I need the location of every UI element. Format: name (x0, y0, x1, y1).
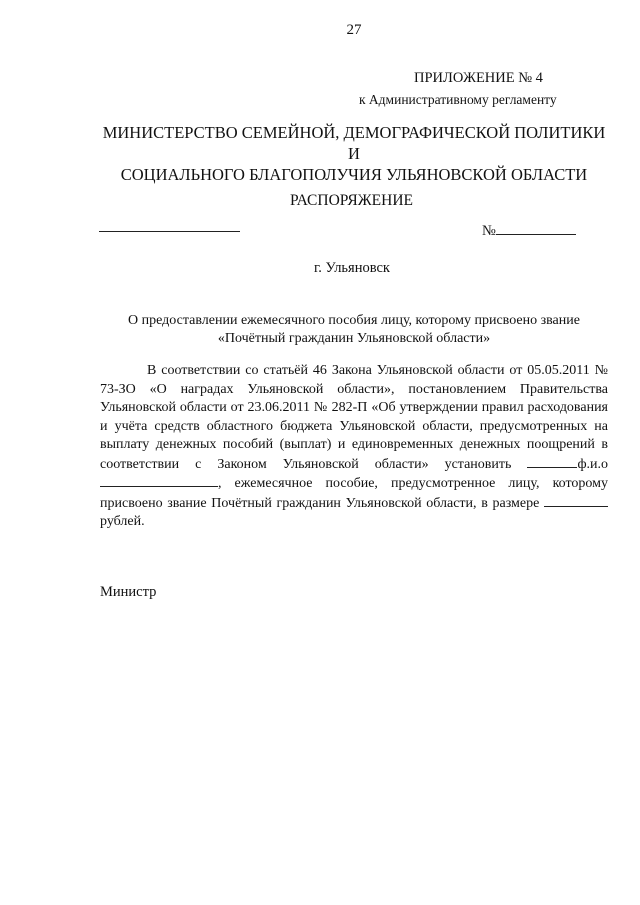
order-title: РАСПОРЯЖЕНИЕ (290, 192, 413, 209)
body-part-2: , ежемесячное пособие, предусмотренное лицу, которому присвоено звание Почётный гражданин Ульяновской области, в размере (100, 476, 608, 511)
amount-blank (544, 494, 608, 507)
ministry-line-1: МИНИСТЕРСТВО СЕМЕЙНОЙ, ДЕМОГРАФИЧЕСКОЙ ПОЛИТИКИ И (102, 123, 606, 163)
signature-title: Министр (100, 584, 157, 600)
subject-line-2: «Почётный гражданин Ульяновской области» (217, 331, 491, 346)
order-number-field (482, 222, 576, 240)
order-body (100, 362, 608, 532)
page-number: 27 (346, 22, 362, 38)
ministry-header (100, 122, 608, 185)
fio-blank-right (100, 474, 218, 487)
fio-label: ф.и.о (577, 456, 609, 472)
body-part-1: В соответствии со статьёй 46 Закона Ульяновской области от 05.05.2011 № 73-ЗО «О наградах Ульяновской области», постановлением Правительства Ульяновской области от 23.06.2011 № 282-П «Об утверждении правил расходования и учёта средств областного бюджета Ульяновской области, предусмотренных на выплату денежных пособий (выплат) и единовременных денежных поощрений в соответствии с Законом Ульяновской области» установить (100, 363, 608, 472)
appendix-title: ПРИЛОЖЕНИЕ № 4 (414, 70, 543, 86)
ministry-line-2: СОЦИАЛЬНОГО БЛАГОПОЛУЧИЯ УЛЬЯНОВСКОЙ ОБЛАСТИ (120, 165, 588, 184)
appendix-subtitle: к Административному регламенту (359, 92, 557, 107)
city-name: г. Ульяновск (314, 260, 390, 276)
subject-line-1: О предоставлении ежемесячного пособия лицу, которому присвоено звание (128, 313, 580, 328)
order-subject (100, 312, 608, 348)
number-blank-line (496, 222, 576, 235)
body-paragraph (100, 362, 608, 532)
date-blank-line (99, 231, 240, 232)
body-part-3: рублей. (100, 514, 145, 529)
fio-blank-left (527, 455, 577, 468)
number-label: № (482, 223, 496, 239)
